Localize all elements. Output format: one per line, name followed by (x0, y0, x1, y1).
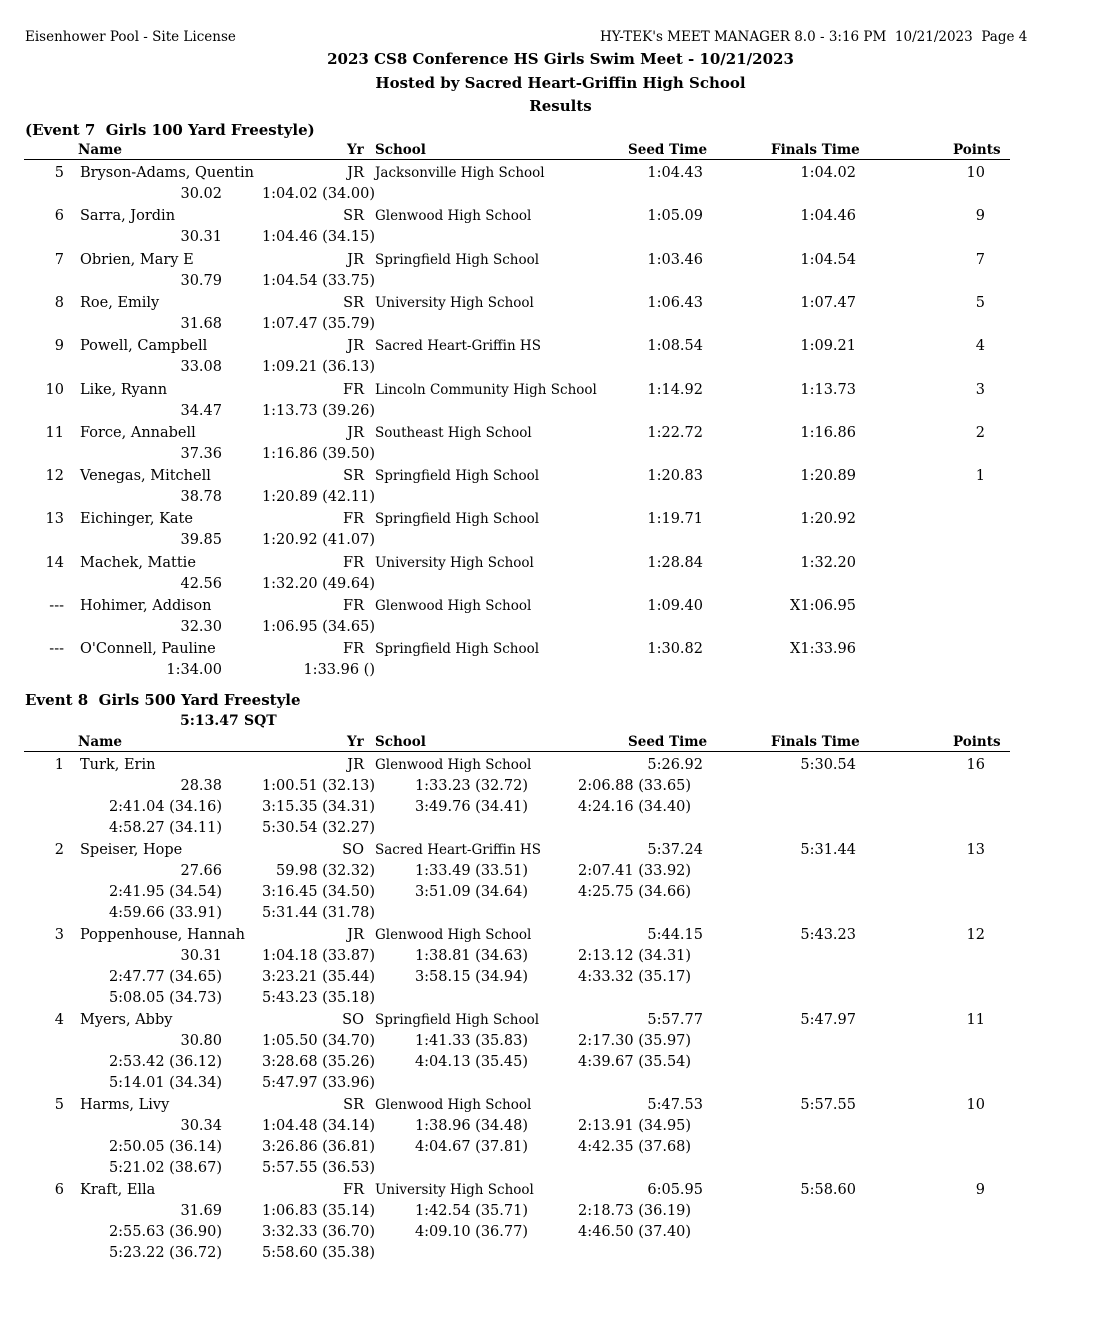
col-yr: Yr (347, 142, 364, 158)
split-time: 1:04.18 (33.87) (261, 948, 375, 964)
year: FR (343, 641, 364, 658)
split-row (0, 799, 1096, 820)
split-time: 2:13.91 (34.95) (578, 1118, 692, 1134)
result-row (0, 252, 1096, 273)
school: University High School (375, 1182, 534, 1198)
year: SO (342, 1012, 364, 1028)
col-school: School (375, 734, 426, 750)
split-time: 32.30 (180, 619, 222, 635)
points: 16 (966, 757, 985, 773)
split-time: 4:39.67 (35.54) (578, 1054, 692, 1070)
seed-time: 5:44.15 (647, 927, 703, 943)
points: 3 (975, 381, 985, 398)
swimmer-name: Speiser, Hope (80, 842, 183, 858)
result-row (0, 295, 1096, 316)
finals-time: 1:13.73 (800, 381, 856, 398)
split-time: 5:57.55 (36.53) (261, 1160, 375, 1176)
split-time: 1:32.20 (49.64) (261, 575, 375, 592)
split-time: 3:51.09 (34.64) (414, 884, 528, 900)
seed-time: 1:30.82 (647, 641, 703, 658)
place: 13 (45, 511, 64, 528)
place: 6 (54, 1182, 64, 1198)
result-row (0, 338, 1096, 359)
split-time: 1:38.96 (34.48) (414, 1118, 528, 1134)
split-time: 3:28.68 (35.26) (261, 1054, 375, 1070)
split-time: 1:20.89 (42.11) (261, 489, 375, 506)
split-time: 3:49.76 (34.41) (414, 799, 528, 815)
year: JR (347, 757, 364, 773)
split-time: 5:30.54 (32.27) (261, 820, 375, 836)
split-time: 4:09.10 (36.77) (414, 1224, 528, 1240)
split-time: 59.98 (32.32) (276, 863, 375, 879)
split-time: 1:20.92 (41.07) (261, 532, 375, 549)
finals-time: 5:43.23 (800, 927, 856, 943)
split-time: 4:33.32 (35.17) (578, 969, 692, 985)
year: JR (347, 165, 364, 181)
split-time: 42.56 (180, 575, 222, 592)
seed-time: 1:20.83 (647, 468, 703, 485)
result-row (0, 511, 1096, 532)
result-row (0, 598, 1096, 619)
school: University High School (375, 294, 534, 311)
seed-time: 1:04.43 (647, 165, 703, 181)
place: 12 (45, 468, 64, 485)
split-row (0, 863, 1096, 884)
split-time: 38.78 (180, 489, 222, 506)
col-yr: Yr (347, 734, 364, 750)
seed-time: 1:06.43 (647, 294, 703, 311)
swimmer-name: Force, Annabell (80, 424, 196, 441)
seed-time: 1:22.72 (647, 424, 703, 441)
split-time: 30.31 (180, 948, 222, 964)
place: 7 (54, 251, 64, 268)
split-time: 5:47.97 (33.96) (261, 1075, 375, 1091)
split-row (0, 1160, 1096, 1181)
result-row (0, 1182, 1096, 1203)
split-row (0, 778, 1096, 799)
split-row (0, 820, 1096, 841)
school: Glenwood High School (375, 598, 532, 614)
result-row (0, 165, 1096, 186)
split-time: 3:58.15 (34.94) (414, 969, 528, 985)
split-row (0, 1139, 1096, 1160)
finals-time: 1:04.54 (800, 251, 856, 268)
event-7-title: (Event 7 Girls 100 Yard Freestyle) (25, 121, 315, 139)
split-time: 1:38.81 (34.63) (414, 948, 528, 964)
col-name: Name (78, 142, 122, 158)
split-time: 5:21.02 (38.67) (108, 1160, 222, 1176)
split-time: 1:33.49 (33.51) (414, 863, 528, 879)
split-time: 5:43.23 (35.18) (261, 990, 375, 1006)
split-time: 30.02 (180, 186, 222, 202)
place: 2 (54, 842, 64, 858)
points: 10 (966, 1097, 985, 1113)
finals-time: 5:30.54 (800, 757, 856, 773)
split-time: 5:31.44 (31.78) (261, 905, 375, 921)
place: 3 (54, 927, 64, 943)
split-time: 4:58.27 (34.11) (108, 820, 222, 836)
swimmer-name: Poppenhouse, Hannah (80, 927, 245, 943)
result-row (0, 468, 1096, 489)
seed-time: 1:08.54 (647, 338, 703, 355)
finals-time: 5:58.60 (800, 1182, 856, 1198)
points: 5 (975, 294, 985, 311)
result-row (0, 208, 1096, 229)
split-time: 33.08 (180, 359, 222, 376)
points: 12 (966, 927, 985, 943)
split-time: 5:14.01 (34.34) (108, 1075, 222, 1091)
place: 14 (45, 554, 64, 571)
year: FR (343, 381, 364, 398)
split-time: 1:06.83 (35.14) (261, 1203, 375, 1219)
split-row (0, 1054, 1096, 1075)
split-time: 4:25.75 (34.66) (578, 884, 692, 900)
col-seed-time: Seed Time (628, 142, 708, 158)
split-time: 2:55.63 (36.90) (108, 1224, 222, 1240)
split-time: 2:18.73 (36.19) (578, 1203, 692, 1219)
split-time: 1:33.23 (32.72) (414, 778, 528, 794)
split-time: 1:04.46 (34.15) (261, 229, 375, 246)
seed-time: 1:03.46 (647, 251, 703, 268)
split-row (0, 884, 1096, 905)
qualifying-label: SQT (244, 713, 277, 729)
year: SR (343, 208, 364, 225)
col-school: School (375, 142, 426, 158)
column-header-event-7 (24, 142, 1010, 160)
finals-time: 1:07.47 (800, 294, 856, 311)
split-time: 2:06.88 (33.65) (578, 778, 692, 794)
place: 1 (54, 757, 64, 773)
swimmer-name: Venegas, Mitchell (80, 468, 211, 485)
year: FR (343, 1182, 364, 1198)
split-time: 3:26.86 (36.81) (261, 1139, 375, 1155)
split-time: 1:41.33 (35.83) (414, 1033, 528, 1049)
split-row (0, 1245, 1096, 1266)
split-time: 1:06.95 (34.65) (261, 619, 375, 635)
split-row (0, 532, 1096, 553)
place: 9 (54, 338, 64, 355)
qualifying-time: 5:13.47 (180, 713, 239, 729)
result-row (0, 382, 1096, 403)
col-finals-time: Finals Time (771, 734, 860, 750)
split-time: 5:08.05 (34.73) (108, 990, 222, 1006)
school: Springfield High School (375, 251, 540, 268)
seed-time: 5:47.53 (647, 1097, 703, 1113)
swimmer-name: Myers, Abby (80, 1012, 173, 1028)
split-time: 5:58.60 (35.38) (261, 1245, 375, 1261)
school: Southeast High School (375, 424, 532, 441)
year: FR (343, 554, 364, 571)
col-seed-time: Seed Time (628, 734, 708, 750)
finals-time: 1:16.86 (800, 424, 856, 441)
split-time: 2:41.04 (34.16) (108, 799, 222, 815)
swimmer-name: O'Connell, Pauline (80, 641, 216, 658)
split-time: 2:47.77 (34.65) (108, 969, 222, 985)
points: 1 (975, 468, 985, 485)
split-time: 2:53.42 (36.12) (108, 1054, 222, 1070)
meet-title: 2023 CS8 Conference HS Girls Swim Meet - 10/21/2023 (327, 50, 794, 68)
split-time: 30.79 (180, 272, 222, 289)
split-row (0, 1224, 1096, 1245)
year: FR (343, 598, 364, 614)
col-points: Points (953, 734, 1001, 750)
split-row (0, 403, 1096, 424)
seed-time: 1:05.09 (647, 208, 703, 225)
seed-time: 1:19.71 (647, 511, 703, 528)
year: SR (343, 1097, 364, 1113)
split-row (0, 273, 1096, 294)
school: Glenwood High School (375, 1097, 532, 1113)
points: 11 (966, 1012, 985, 1028)
swimmer-name: Machek, Mattie (80, 554, 196, 571)
site-license-label: Eisenhower Pool - Site License (25, 29, 236, 45)
school: Springfield High School (375, 468, 540, 485)
split-time: 1:07.47 (35.79) (261, 315, 375, 332)
split-time: 39.85 (180, 532, 222, 549)
split-time: 4:04.67 (37.81) (414, 1139, 528, 1155)
swimmer-name: Like, Ryann (80, 381, 168, 398)
split-row (0, 446, 1096, 467)
split-time: 2:07.41 (33.92) (578, 863, 692, 879)
points: 7 (975, 251, 985, 268)
swimmer-name: Turk, Erin (80, 757, 156, 773)
seed-time: 1:09.40 (647, 598, 703, 614)
seed-time: 1:14.92 (647, 381, 703, 398)
school: Glenwood High School (375, 208, 532, 225)
finals-time: 1:32.20 (800, 554, 856, 571)
split-time: 3:32.33 (36.70) (261, 1224, 375, 1240)
swimmer-name: Bryson-Adams, Quentin (80, 165, 254, 181)
finals-time: 5:57.55 (800, 1097, 856, 1113)
column-header-event-8 (24, 734, 1010, 752)
swimmer-name: Hohimer, Addison (80, 598, 212, 614)
split-row (0, 662, 1096, 683)
school: Springfield High School (375, 641, 540, 658)
place: 4 (54, 1012, 64, 1028)
split-row (0, 969, 1096, 990)
result-row (0, 1012, 1096, 1033)
split-row (0, 1075, 1096, 1096)
finals-time: 5:47.97 (800, 1012, 856, 1028)
split-row (0, 990, 1096, 1011)
split-time: 1:05.50 (34.70) (261, 1033, 375, 1049)
host-line: Hosted by Sacred Heart-Griffin High School (375, 74, 746, 92)
col-name: Name (78, 734, 122, 750)
split-time: 30.31 (180, 229, 222, 246)
result-row (0, 555, 1096, 576)
finals-time: 1:20.89 (800, 468, 856, 485)
year: SO (342, 842, 364, 858)
year: FR (343, 511, 364, 528)
split-time: 2:41.95 (34.54) (108, 884, 222, 900)
finals-time: 5:31.44 (800, 842, 856, 858)
swimmer-name: Powell, Campbell (80, 338, 208, 355)
split-time: 30.34 (180, 1118, 222, 1134)
split-time: 28.38 (180, 778, 222, 794)
split-time: 27.66 (180, 863, 222, 879)
result-row (0, 641, 1096, 662)
split-time: 1:04.48 (34.14) (261, 1118, 375, 1134)
split-time: 1:00.51 (32.13) (261, 778, 375, 794)
result-row (0, 757, 1096, 778)
split-time: 2:17.30 (35.97) (578, 1033, 692, 1049)
place: 10 (45, 381, 64, 398)
split-row (0, 316, 1096, 337)
split-time: 31.69 (180, 1203, 222, 1219)
year: JR (347, 251, 364, 268)
split-time: 2:13.12 (34.31) (578, 948, 692, 964)
results-heading: Results (529, 97, 592, 115)
points: 4 (975, 338, 985, 355)
school: Glenwood High School (375, 757, 532, 773)
split-time: 1:13.73 (39.26) (261, 402, 375, 419)
split-row (0, 186, 1096, 207)
result-row (0, 842, 1096, 863)
col-finals-time: Finals Time (771, 142, 860, 158)
result-row (0, 425, 1096, 446)
event-8-title: Event 8 Girls 500 Yard Freestyle (25, 691, 301, 709)
split-time: 2:50.05 (36.14) (108, 1139, 222, 1155)
split-time: 31.68 (180, 315, 222, 332)
school: Springfield High School (375, 511, 540, 528)
place: 6 (54, 208, 64, 225)
seed-time: 1:28.84 (647, 554, 703, 571)
finals-time: X1:06.95 (790, 598, 856, 614)
split-row (0, 229, 1096, 250)
school: Sacred Heart-Griffin HS (375, 338, 541, 355)
swimmer-name: Roe, Emily (80, 294, 160, 311)
seed-time: 5:57.77 (647, 1012, 703, 1028)
split-time: 3:16.45 (34.50) (261, 884, 375, 900)
split-time: 4:24.16 (34.40) (578, 799, 692, 815)
result-row (0, 1097, 1096, 1118)
finals-time: 1:09.21 (800, 338, 856, 355)
split-row (0, 948, 1096, 969)
place: --- (49, 641, 64, 658)
place: 5 (54, 165, 64, 181)
split-time: 4:46.50 (37.40) (578, 1224, 692, 1240)
split-time: 5:23.22 (36.72) (108, 1245, 222, 1261)
year: SR (343, 294, 364, 311)
points: 9 (975, 1182, 985, 1198)
split-row (0, 905, 1096, 926)
points: 2 (975, 424, 985, 441)
points: 13 (966, 842, 985, 858)
split-time: 3:23.21 (35.44) (261, 969, 375, 985)
split-time: 3:15.35 (34.31) (261, 799, 375, 815)
split-time: 1:09.21 (36.13) (261, 359, 375, 376)
finals-time: 1:04.02 (800, 165, 856, 181)
split-time: 4:59.66 (33.91) (108, 905, 222, 921)
year: SR (343, 468, 364, 485)
split-row (0, 489, 1096, 510)
col-points: Points (953, 142, 1001, 158)
split-time: 37.36 (180, 445, 222, 462)
school: Jacksonville High School (375, 165, 545, 181)
split-time: 30.80 (180, 1033, 222, 1049)
split-row (0, 1118, 1096, 1139)
seed-time: 6:05.95 (647, 1182, 703, 1198)
split-row (0, 1033, 1096, 1054)
points: 9 (975, 208, 985, 225)
split-time: 1:34.00 (166, 662, 222, 679)
place: 11 (45, 424, 64, 441)
seed-time: 5:37.24 (647, 842, 703, 858)
split-row (0, 576, 1096, 597)
split-row (0, 619, 1096, 640)
split-time: 34.47 (180, 402, 222, 419)
year: JR (347, 338, 364, 355)
place: 8 (54, 294, 64, 311)
place: 5 (54, 1097, 64, 1113)
finals-time: 1:04.46 (800, 208, 856, 225)
split-time: 1:16.86 (39.50) (261, 445, 375, 462)
school: Glenwood High School (375, 927, 532, 943)
software-page-info: HY-TEK's MEET MANAGER 8.0 - 3:16 PM 10/21/2023 Page 4 (600, 29, 1028, 45)
swimmer-name: Sarra, Jordin (80, 208, 176, 225)
split-time: 1:04.54 (33.75) (261, 272, 375, 289)
swimmer-name: Obrien, Mary E (80, 251, 194, 268)
split-time: 4:04.13 (35.45) (414, 1054, 528, 1070)
place: --- (49, 598, 64, 614)
split-time: 1:42.54 (35.71) (414, 1203, 528, 1219)
school: Lincoln Community High School (375, 381, 597, 398)
school: University High School (375, 554, 534, 571)
points: 10 (966, 165, 985, 181)
year: JR (347, 424, 364, 441)
seed-time: 5:26.92 (647, 757, 703, 773)
swimmer-name: Kraft, Ella (80, 1182, 156, 1198)
swimmer-name: Harms, Livy (80, 1097, 170, 1113)
split-time: 1:33.96 () (303, 662, 375, 679)
finals-time: X1:33.96 (790, 641, 856, 658)
year: JR (347, 927, 364, 943)
split-time: 1:04.02 (34.00) (261, 186, 375, 202)
split-time: 4:42.35 (37.68) (578, 1139, 692, 1155)
split-row (0, 359, 1096, 380)
finals-time: 1:20.92 (800, 511, 856, 528)
split-row (0, 1203, 1096, 1224)
result-row (0, 927, 1096, 948)
swimmer-name: Eichinger, Kate (80, 511, 193, 528)
school: Sacred Heart-Griffin HS (375, 842, 541, 858)
school: Springfield High School (375, 1012, 540, 1028)
